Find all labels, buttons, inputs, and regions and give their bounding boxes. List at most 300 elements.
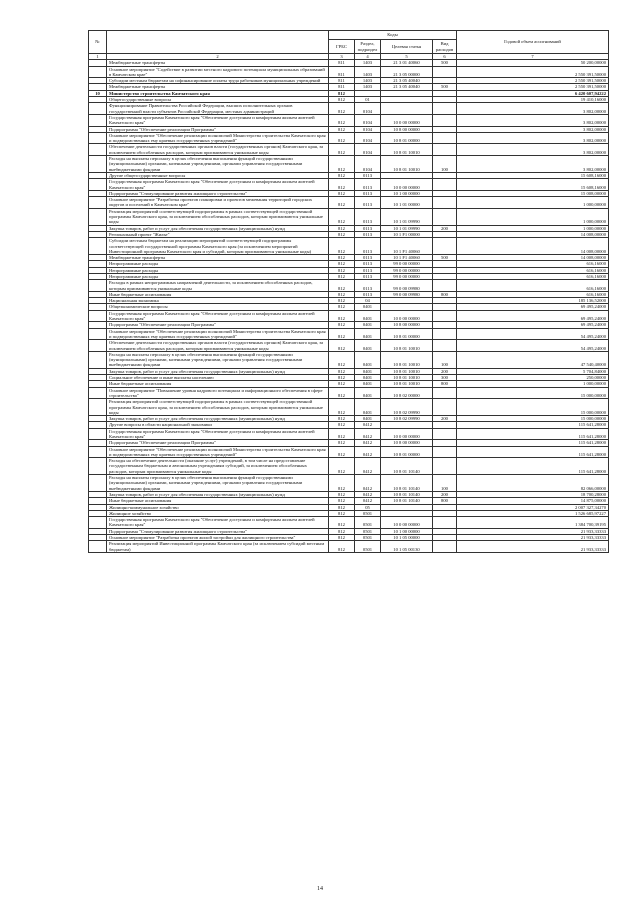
row-grbs-cell: 812 — [329, 90, 355, 96]
row-razdel-cell: 0412 — [355, 440, 381, 446]
row-csr-cell: 10 8 01 10140 — [381, 475, 433, 492]
row-razdel-cell: 0412 — [355, 498, 381, 504]
row-sum-cell: 3 802,00000 — [457, 156, 609, 173]
row-sum-cell: 50 200,00000 — [457, 60, 609, 66]
row-razdel-cell: 1403 — [355, 60, 381, 66]
row-sum-cell: 115 641,28000 — [457, 422, 609, 428]
table-row — [89, 399, 609, 416]
row-name-cell: Иные бюджетные ассигнования — [107, 381, 329, 387]
row-sum-cell: 1 000,00000 — [457, 208, 609, 225]
row-grbs-cell: 811 — [329, 60, 355, 66]
row-sum-cell: 2 550 391,50000 — [457, 66, 609, 78]
row-razdel-cell: 0401 — [355, 322, 381, 328]
row-vr-cell — [433, 428, 457, 440]
row-razdel-cell: 0401 — [355, 304, 381, 310]
row-number-cell — [89, 428, 107, 440]
row-csr-cell: 99 0 00 09980 — [381, 280, 433, 292]
row-csr-cell: 99 0 00 00000 — [381, 267, 433, 273]
row-csr-cell: 21 3 01 40060 — [381, 60, 433, 66]
row-vr-cell — [433, 197, 457, 209]
row-vr-cell — [433, 179, 457, 191]
row-razdel-cell: 0113 — [355, 231, 381, 237]
row-number-cell — [89, 340, 107, 352]
row-grbs-cell: 812 — [329, 144, 355, 156]
row-vr-cell — [433, 387, 457, 399]
row-sum-cell: 3 802,00000 — [457, 132, 609, 144]
table-body — [89, 60, 609, 553]
row-csr-cell: 10 8 02 09990 — [381, 416, 433, 422]
table-row — [89, 541, 609, 553]
row-razdel-cell: 0104 — [355, 144, 381, 156]
row-number-cell — [89, 144, 107, 156]
row-grbs-cell: 812 — [329, 498, 355, 504]
row-grbs-cell: 812 — [329, 387, 355, 399]
row-grbs-cell: 812 — [329, 475, 355, 492]
row-razdel-cell: 0501 — [355, 535, 381, 541]
row-razdel-cell: 0401 — [355, 381, 381, 387]
row-csr-cell: 10 8 01 10010 — [381, 156, 433, 173]
row-csr-cell: 10 1 01 00000 — [381, 197, 433, 209]
row-sum-cell: 1 526 685,97227 — [457, 510, 609, 516]
row-sum-cell: 54 495,24000 — [457, 340, 609, 352]
row-razdel-cell: 0401 — [355, 351, 381, 368]
row-name-cell: Межбюджетные трансферты — [107, 84, 329, 90]
row-sum-cell: 21 933,33333 — [457, 541, 609, 553]
row-grbs-cell: 812 — [329, 261, 355, 267]
row-name-cell: Социальное обеспечение и иные выплаты населению — [107, 375, 329, 381]
row-vr-cell: 800 — [433, 498, 457, 504]
row-name-cell: Расходы на выплаты персоналу в целях обеспечения выполнения функций государственными (муниципальными) органами, казенными учреждениями, органами управления государственными внебюджетными фондами — [107, 475, 329, 492]
table-row — [89, 328, 609, 340]
row-grbs-cell: 812 — [329, 179, 355, 191]
table-row — [89, 103, 609, 115]
row-csr-cell: 10 1 00 00000 — [381, 528, 433, 534]
row-razdel-cell: 0113 — [355, 280, 381, 292]
row-grbs-cell: 812 — [329, 231, 355, 237]
row-name-cell: Расходы в рамках непрограммных направлений деятельности, за исключением обособленных расходов, которым присваиваются уникальные коды — [107, 280, 329, 292]
row-name-cell: Иные бюджетные ассигнования — [107, 498, 329, 504]
row-sum-cell: 47 540,40000 — [457, 351, 609, 368]
row-number-cell — [89, 103, 107, 115]
row-csr-cell: 10 1 F1 40060 — [381, 238, 433, 255]
budget-table — [88, 30, 609, 553]
row-razdel-cell: 0501 — [355, 541, 381, 553]
row-razdel-cell: 0401 — [355, 340, 381, 352]
row-vr-cell — [433, 446, 457, 458]
table-row — [89, 156, 609, 173]
header-index: 1 — [89, 54, 107, 60]
row-sum-cell: 1 000,00000 — [457, 197, 609, 209]
row-razdel-cell: 0401 — [355, 310, 381, 322]
row-vr-cell: 300 — [433, 375, 457, 381]
row-razdel-cell: 0104 — [355, 132, 381, 144]
row-number-cell — [89, 280, 107, 292]
row-sum-cell: 2 550 391,50000 — [457, 78, 609, 84]
row-grbs-cell: 812 — [329, 190, 355, 196]
row-vr-cell — [433, 114, 457, 126]
row-csr-cell: 10 1 05 00130 — [381, 541, 433, 553]
row-number-cell — [89, 132, 107, 144]
row-csr-cell: 10 8 01 10010 — [381, 381, 433, 387]
row-name-cell: Закупка товаров, работ и услуг для обеспечения государственных (муниципальных) нужд — [107, 491, 329, 497]
row-name-cell: Расходы на обеспечение деятельности (оказание услуг) учреждений, в том числе на предоставление государственным бюджетным и автономным учреждениям субсидий, за исключением обособленных расходов, которым присваиваются уникальные коды — [107, 458, 329, 475]
row-grbs-cell: 812 — [329, 255, 355, 261]
row-number-cell: 10 — [89, 90, 107, 96]
row-grbs-cell: 812 — [329, 156, 355, 173]
row-razdel-cell: 0401 — [355, 375, 381, 381]
table-row — [89, 66, 609, 78]
header-index: 6 — [433, 54, 457, 60]
row-grbs-cell: 812 — [329, 351, 355, 368]
header-name — [107, 31, 329, 54]
row-name-cell: Государственная программа Камчатского края "Обеспечение доступным и комфортным жильем жителей Камчатского края" — [107, 310, 329, 322]
row-name-cell: Общеэкономические вопросы — [107, 304, 329, 310]
row-sum-cell: 1 000,00000 — [457, 225, 609, 231]
row-razdel-cell: 1403 — [355, 78, 381, 84]
row-razdel-cell: 0501 — [355, 528, 381, 534]
row-sum-cell: 69 495,24000 — [457, 310, 609, 322]
row-number-cell — [89, 517, 107, 529]
row-csr-cell: 21 3 05 40040 — [381, 78, 433, 84]
row-csr-cell — [381, 103, 433, 115]
row-vr-cell — [433, 238, 457, 255]
row-grbs-cell: 812 — [329, 510, 355, 516]
table-row — [89, 238, 609, 255]
row-csr-cell: 10 8 00 00000 — [381, 440, 433, 446]
row-grbs-cell: 812 — [329, 381, 355, 387]
row-vr-cell — [433, 103, 457, 115]
row-csr-cell: 10 0 00 00000 — [381, 179, 433, 191]
row-vr-cell — [433, 541, 457, 553]
row-name-cell: Расходы на выплаты персоналу в целях обеспечения выполнения функций государственными (муниципальными) органами, казенными учреждениями, органами управления государственными внебюджетными фондами — [107, 351, 329, 368]
row-name-cell: Закупка товаров, работ и услуг для обеспечения государственных (муниципальных) нужд — [107, 225, 329, 231]
row-grbs-cell: 812 — [329, 328, 355, 340]
row-grbs-cell: 812 — [329, 126, 355, 132]
row-name-cell: Закупка товаров, работ и услуг для обеспечения государственных (муниципальных) нужд — [107, 368, 329, 374]
row-sum-cell: 1 000,00000 — [457, 381, 609, 387]
row-csr-cell: 10 8 00 00000 — [381, 126, 433, 132]
row-vr-cell — [433, 340, 457, 352]
row-razdel-cell: 0113 — [355, 190, 381, 196]
row-razdel-cell: 0412 — [355, 446, 381, 458]
row-grbs-cell: 812 — [329, 225, 355, 231]
row-sum-cell: 82 066,00000 — [457, 475, 609, 492]
row-csr-cell: 10 0 00 00000 — [381, 310, 433, 322]
row-vr-cell: 800 — [433, 381, 457, 387]
row-name-cell: Реализация мероприятий Инвестиционной программы Камчатского края (за исключением субсидий местным бюджетам) — [107, 541, 329, 553]
row-grbs-cell: 812 — [329, 458, 355, 475]
row-sum-cell: 616,16000 — [457, 291, 609, 297]
row-name-cell: Реализация мероприятий соответствующей подпрограммы в рамках соответствующей государственной программы Камчатского края, за исключением обособленных расходов, которым присваиваются уникальные коды — [107, 399, 329, 416]
row-grbs-cell: 812 — [329, 172, 355, 178]
row-razdel-cell: 01 — [355, 97, 381, 103]
header-csr: Целевая статья — [381, 40, 433, 54]
row-sum-cell: 69 495,24000 — [457, 322, 609, 328]
row-sum-cell: 1 384 700,39195 — [457, 517, 609, 529]
row-sum-cell: 250,00000 — [457, 375, 609, 381]
row-grbs-cell: 812 — [329, 504, 355, 510]
row-razdel-cell: 0401 — [355, 399, 381, 416]
row-grbs-cell: 812 — [329, 517, 355, 529]
table-row — [89, 197, 609, 209]
row-csr-cell: 10 1 01 09990 — [381, 225, 433, 231]
row-name-cell: Подпрограмма "Стимулирование развития жилищного строительства" — [107, 190, 329, 196]
row-sum-cell: 14 008,00000 — [457, 255, 609, 261]
row-grbs-cell: 812 — [329, 304, 355, 310]
row-number-cell — [89, 446, 107, 458]
row-grbs-cell: 812 — [329, 197, 355, 209]
row-name-cell: Жилищное хозяйство — [107, 510, 329, 516]
header-grbs: ГРБС — [329, 40, 355, 54]
row-grbs-cell: 812 — [329, 340, 355, 352]
table-row — [89, 458, 609, 475]
table-row — [89, 208, 609, 225]
row-sum-cell: 18 700,28000 — [457, 491, 609, 497]
row-name-cell: Подпрограмма "Обеспечение реализации Программы" — [107, 322, 329, 328]
row-sum-cell: 616,16000 — [457, 261, 609, 267]
row-razdel-cell: 0104 — [355, 114, 381, 126]
table-row — [89, 179, 609, 191]
row-csr-cell: 10 8 01 10010 — [381, 375, 433, 381]
row-csr-cell: 10 8 01 10010 — [381, 368, 433, 374]
row-grbs-cell: 812 — [329, 322, 355, 328]
row-grbs-cell: 812 — [329, 291, 355, 297]
row-csr-cell: 10 8 01 10140 — [381, 498, 433, 504]
row-grbs-cell: 812 — [329, 422, 355, 428]
row-sum-cell: 14 008,00000 — [457, 238, 609, 255]
row-csr-cell: 10 8 02 09990 — [381, 399, 433, 416]
row-csr-cell: 10 8 01 10140 — [381, 491, 433, 497]
row-grbs-cell: 811 — [329, 78, 355, 84]
row-csr-cell: 10 8 01 10010 — [381, 340, 433, 352]
row-name-cell: Министерство строительства Камчатского края — [107, 90, 329, 96]
row-sum-cell: 3 802,00000 — [457, 144, 609, 156]
row-sum-cell: 21 933,33333 — [457, 535, 609, 541]
row-grbs-cell: 812 — [329, 114, 355, 126]
row-number-cell — [89, 541, 107, 553]
header-index: 7 — [457, 54, 609, 60]
row-razdel-cell: 0104 — [355, 126, 381, 132]
row-razdel-cell: 0412 — [355, 428, 381, 440]
row-vr-cell: 500 — [433, 84, 457, 90]
row-csr-cell: 10 8 01 00000 — [381, 446, 433, 458]
row-vr-cell — [433, 144, 457, 156]
row-name-cell: Государственная программа Камчатского края "Обеспечение доступным и комфортным жильем жителей Камчатского края" — [107, 114, 329, 126]
table-row — [89, 132, 609, 144]
row-number-cell — [89, 458, 107, 475]
table-row — [89, 114, 609, 126]
header-sum: Годовой объем ассигнований — [457, 31, 609, 54]
row-number-cell — [89, 114, 107, 126]
row-csr-cell: 10 1 F1 00000 — [381, 231, 433, 237]
row-razdel-cell: 0113 — [355, 197, 381, 209]
row-razdel-cell: 0113 — [355, 208, 381, 225]
table-row — [89, 340, 609, 352]
row-name-cell: Расходы на выплаты персоналу в целях обеспечения выполнения функций государственными (муниципальными) органами, казенными учреждениями, органами управления государственными внебюджетными фондами — [107, 156, 329, 173]
row-razdel-cell: 0113 — [355, 261, 381, 267]
row-sum-cell: 3 802,00000 — [457, 103, 609, 115]
table-row — [89, 280, 609, 292]
row-razdel-cell: 0412 — [355, 475, 381, 492]
row-vr-cell — [433, 66, 457, 78]
row-vr-cell — [433, 310, 457, 322]
table-row — [89, 517, 609, 529]
row-number-cell — [89, 399, 107, 416]
row-name-cell: Жилищно-коммунальное хозяйство — [107, 504, 329, 510]
row-vr-cell: 200 — [433, 416, 457, 422]
row-name-cell: Основное мероприятие "Обеспечение реализации полномочий Министерства строительства Камчатского края и подведомственных ему краевых государственных учреждений" — [107, 328, 329, 340]
row-name-cell: Подпрограмма "Стимулирование развития жилищного строительства" — [107, 528, 329, 534]
row-sum-cell: 6 420 607,94222 — [457, 90, 609, 96]
header-num: № — [89, 31, 107, 54]
row-name-cell: Межбюджетные трансферты — [107, 60, 329, 66]
row-sum-cell: 14 008,00000 — [457, 231, 609, 237]
table-row — [89, 144, 609, 156]
row-grbs-cell: 812 — [329, 428, 355, 440]
row-name-cell: Основное мероприятие "Обеспечение реализации полномочий Министерства строительства Камчатского края и подведомственных ему краевых государственных учреждений" — [107, 446, 329, 458]
header-codes: Коды — [329, 31, 457, 40]
row-name-cell: Национальная экономика — [107, 298, 329, 304]
row-vr-cell: 200 — [433, 491, 457, 497]
row-number-cell — [89, 328, 107, 340]
row-csr-cell: 10 8 01 10010 — [381, 351, 433, 368]
row-grbs-cell: 812 — [329, 273, 355, 279]
row-grbs-cell: 812 — [329, 298, 355, 304]
row-csr-cell: 10 8 01 00000 — [381, 328, 433, 340]
row-sum-cell: 21 933,33333 — [457, 528, 609, 534]
row-name-cell: Основное мероприятие "Содействие в развитии местного кадрового потенциала муниципальных образований в Камчатском крае" — [107, 66, 329, 78]
row-razdel-cell: 0113 — [355, 267, 381, 273]
row-vr-cell: 500 — [433, 255, 457, 261]
row-razdel-cell: 0412 — [355, 491, 381, 497]
row-name-cell: Субсидии местным бюджетам на реализацию мероприятий соответствующей подпрограммы соответствующей государственной программы Камчатского края (за исключением мероприятий Инвестиционной программы Камчатского края и субсидий, которым присваиваются уникальные коды) — [107, 238, 329, 255]
row-sum-cell: 115 641,28000 — [457, 458, 609, 475]
row-razdel-cell: 0501 — [355, 510, 381, 516]
row-razdel-cell: 0401 — [355, 387, 381, 399]
row-name-cell: Межбюджетные трансферты — [107, 255, 329, 261]
row-sum-cell: 616,16000 — [457, 273, 609, 279]
row-name-cell: Другие вопросы в области национальной экономики — [107, 422, 329, 428]
row-csr-cell: 10 8 01 10140 — [381, 458, 433, 475]
row-sum-cell: 3 802,00000 — [457, 114, 609, 126]
row-vr-cell: 100 — [433, 351, 457, 368]
row-razdel-cell: 0501 — [355, 517, 381, 529]
row-razdel-cell: 0401 — [355, 416, 381, 422]
row-vr-cell — [433, 328, 457, 340]
row-vr-cell — [433, 280, 457, 292]
row-csr-cell: 21 3 05 40040 — [381, 84, 433, 90]
row-name-cell: Обеспечение деятельности государственных органов власти (государственных органов) Камчатского края, за исключением обособленных расходов, которым присваиваются уникальные коды — [107, 144, 329, 156]
row-sum-cell: 2 550 391,50000 — [457, 84, 609, 90]
row-razdel-cell: 05 — [355, 504, 381, 510]
row-grbs-cell: 812 — [329, 267, 355, 273]
row-grbs-cell: 812 — [329, 208, 355, 225]
row-csr-cell: 99 0 00 09980 — [381, 291, 433, 297]
row-grbs-cell: 812 — [329, 368, 355, 374]
header-index: 3 — [329, 54, 355, 60]
row-name-cell: Подпрограмма "Обеспечение реализации Программы" — [107, 126, 329, 132]
row-grbs-cell: 812 — [329, 310, 355, 322]
row-name-cell: Функционирование Правительства Российской Федерации, высших исполнительных органов государственной власти субъектов Российской Федерации, местных администраций — [107, 103, 329, 115]
row-razdel-cell: 1403 — [355, 66, 381, 78]
row-razdel-cell: 0113 — [355, 225, 381, 231]
row-sum-cell: 616,16000 — [457, 280, 609, 292]
row-name-cell: Субсидии местным бюджетам на софинансирование оплаты труда работников муниципальных учреждений — [107, 78, 329, 84]
table-row — [89, 351, 609, 368]
row-vr-cell: 500 — [433, 60, 457, 66]
row-number-cell — [89, 310, 107, 322]
row-csr-cell: 99 0 00 00000 — [381, 273, 433, 279]
row-csr-cell: 10 8 01 10010 — [381, 144, 433, 156]
row-name-cell: Закупка товаров, работ и услуг для обеспечения государственных (муниципальных) нужд — [107, 416, 329, 422]
row-vr-cell: 200 — [433, 225, 457, 231]
row-sum-cell: 15 000,00000 — [457, 416, 609, 422]
table-header — [89, 31, 609, 60]
row-grbs-cell: 812 — [329, 535, 355, 541]
row-razdel-cell: 0401 — [355, 368, 381, 374]
row-vr-cell: 800 — [433, 291, 457, 297]
row-name-cell: Иные бюджетные ассигнования — [107, 291, 329, 297]
row-sum-cell: 15 608,16000 — [457, 179, 609, 191]
row-name-cell: Основное мероприятие "Разработка проектов жилой застройки для жилищного строительства" — [107, 535, 329, 541]
row-sum-cell: 15 000,00000 — [457, 399, 609, 416]
row-sum-cell: 185 136,52000 — [457, 298, 609, 304]
row-vr-cell: 200 — [433, 368, 457, 374]
row-name-cell: Другие общегосударственные вопросы — [107, 172, 329, 178]
row-grbs-cell: 811 — [329, 84, 355, 90]
row-name-cell: Основное мероприятие "Повышение уровня кадрового потенциала и информационного обеспечения в сфере строительства" — [107, 387, 329, 399]
row-sum-cell: 3 802,00000 — [457, 126, 609, 132]
row-sum-cell: 15 008,00000 — [457, 190, 609, 196]
header-razdel: Раздел, подраздел — [355, 40, 381, 54]
row-sum-cell: 115 641,28000 — [457, 446, 609, 458]
row-csr-cell: 99 0 00 00000 — [381, 261, 433, 267]
row-sum-cell: 2 007 327,34270 — [457, 504, 609, 510]
row-number-cell — [89, 197, 107, 209]
row-vr-cell — [433, 517, 457, 529]
row-vr-cell: 100 — [433, 156, 457, 173]
row-csr-cell: 10 0 00 00000 — [381, 114, 433, 126]
row-razdel-cell: 0104 — [355, 156, 381, 173]
row-grbs-cell: 812 — [329, 528, 355, 534]
table-row — [89, 310, 609, 322]
table-row — [89, 428, 609, 440]
row-name-cell: Непрограммные расходы — [107, 273, 329, 279]
row-grbs-cell: 812 — [329, 280, 355, 292]
row-razdel-cell: 04 — [355, 298, 381, 304]
row-sum-cell: 54 495,24000 — [457, 328, 609, 340]
row-grbs-cell: 812 — [329, 440, 355, 446]
row-grbs-cell: 812 — [329, 446, 355, 458]
row-csr-cell: 10 8 00 00000 — [381, 322, 433, 328]
row-razdel-cell: 0113 — [355, 291, 381, 297]
header-index: 2 — [107, 54, 329, 60]
budget-table-sheet — [88, 30, 608, 553]
row-vr-cell: 100 — [433, 475, 457, 492]
row-name-cell: Государственная программа Камчатского края "Обеспечение доступным и комфортным жильем жителей Камчатского края" — [107, 428, 329, 440]
row-sum-cell: 115 641,28000 — [457, 440, 609, 446]
row-sum-cell: 69 495,24000 — [457, 304, 609, 310]
row-number-cell — [89, 475, 107, 492]
row-sum-cell: 15 608,16000 — [457, 172, 609, 178]
row-vr-cell — [433, 399, 457, 416]
table-row — [89, 446, 609, 458]
row-sum-cell: 15 000,00000 — [457, 387, 609, 399]
row-name-cell: Подпрограмма "Обеспечение реализации Программы" — [107, 440, 329, 446]
row-razdel-cell: 0113 — [355, 179, 381, 191]
table-row — [89, 387, 609, 399]
row-razdel-cell: 1403 — [355, 84, 381, 90]
